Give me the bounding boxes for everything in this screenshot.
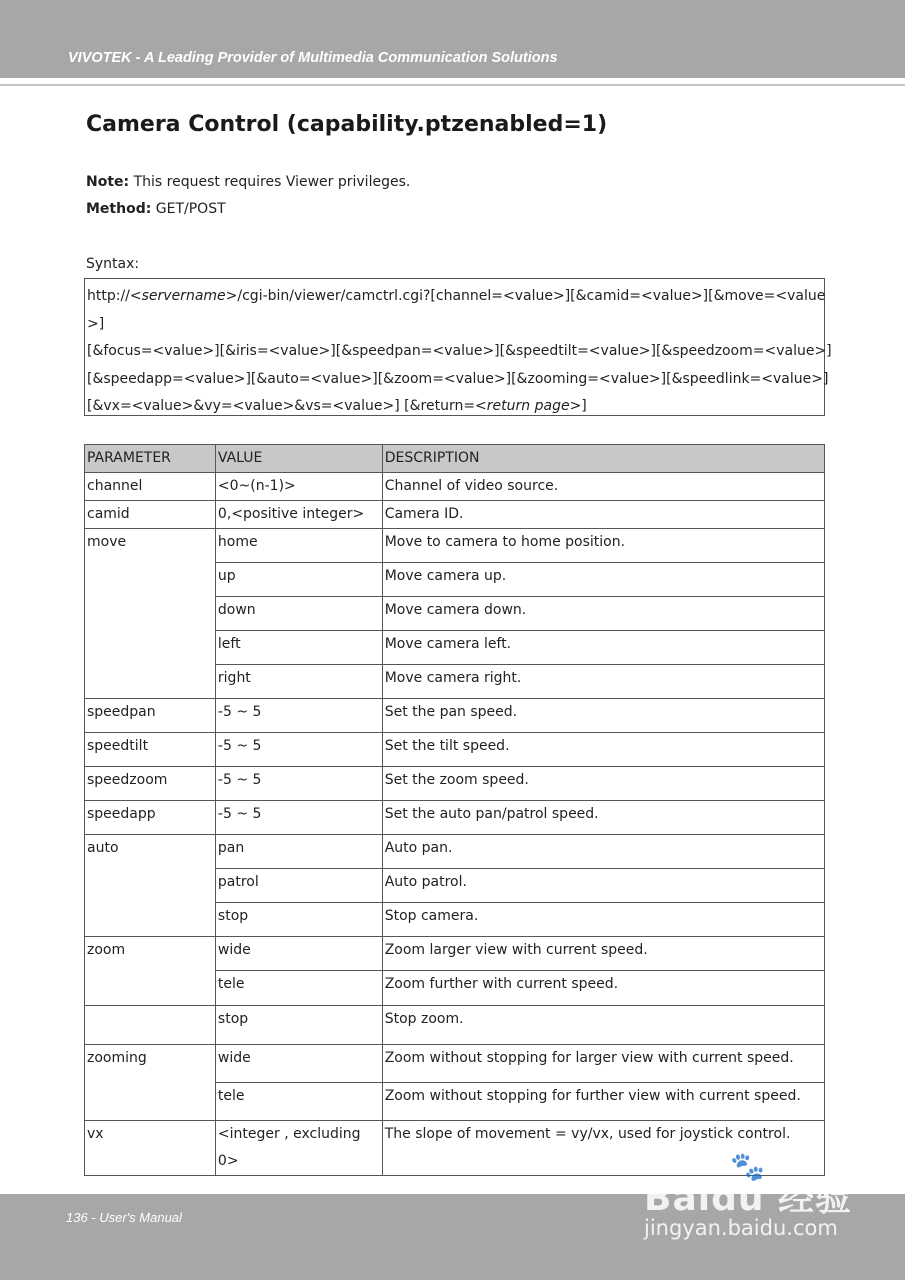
description-cell: Stop zoom. (382, 1006, 824, 1045)
param-cell: speedpan (85, 699, 216, 733)
table-row (85, 835, 825, 869)
method-text: GET/POST (151, 201, 226, 217)
table-row (85, 1045, 825, 1083)
table-row (85, 529, 825, 563)
param-cell: speedtilt (85, 733, 216, 767)
value-cell: 0,<positive integer> (215, 501, 382, 529)
table-row (85, 1006, 825, 1045)
value-cell: left (215, 631, 382, 665)
syntax-line-5 (87, 393, 822, 421)
table-row (85, 937, 825, 971)
value-cell: -5 ~ 5 (215, 801, 382, 835)
param-cell: zoom (85, 937, 216, 1006)
syntax-line-4: [&speedapp=<value>][&auto=<value>][&zoom=<value>][&zooming=<value>][&speedlink=<value>] (87, 370, 829, 387)
note-label: Note: (86, 174, 130, 190)
method-label: Method: (86, 201, 152, 217)
description-cell: Auto pan. (382, 835, 824, 869)
param-cell: channel (85, 473, 216, 501)
description-cell: Move camera down. (382, 597, 824, 631)
description-cell: Auto patrol. (382, 869, 824, 903)
value-cell: right (215, 665, 382, 699)
syntax-servername: servername (141, 288, 226, 304)
value-cell: down (215, 597, 382, 631)
param-cell (85, 1006, 216, 1045)
syntax-box (84, 278, 832, 416)
param-cell: speedapp (85, 801, 216, 835)
table-row (85, 501, 825, 529)
syntax-label: Syntax: (86, 256, 140, 272)
syntax-close: >] (569, 398, 587, 414)
value-cell: -5 ~ 5 (215, 699, 382, 733)
page-title: Camera Control (capability.ptzenabled=1) (86, 112, 608, 137)
paw-icon: 🐾 (730, 1150, 765, 1183)
description-cell: Camera ID. (382, 501, 824, 529)
syntax-vx-part: [&vx=<value>&vy=<value>&vs=<value>] [&return=< (87, 398, 487, 414)
value-cell: stop (215, 903, 382, 937)
param-cell: vx (85, 1121, 216, 1176)
param-cell: zooming (85, 1045, 216, 1121)
baidu-watermark (640, 1150, 870, 1250)
value-cell: tele (215, 1083, 382, 1121)
param-cell: speedzoom (85, 767, 216, 801)
param-cell: camid (85, 501, 216, 529)
description-cell: Set the tilt speed. (382, 733, 824, 767)
syntax-url-path: >/cgi-bin/viewer/camctrl.cgi?[channel=<value>][&camid=<value>][&move=<value (225, 288, 826, 304)
value-cell: <integer , excluding 0> (215, 1121, 382, 1176)
description-cell: Zoom further with current speed. (382, 971, 824, 1006)
table-row (85, 699, 825, 733)
syntax-line-3: [&focus=<value>][&iris=<value>][&speedpan=<value>][&speedtilt=<value>][&speedzoom=<value>] (87, 343, 832, 359)
description-cell: Set the auto pan/patrol speed. (382, 801, 824, 835)
description-cell: Channel of video source. (382, 473, 824, 501)
value-cell: tele (215, 971, 382, 1006)
watermark-brand: Baidu 经验 (644, 1178, 853, 1219)
header-value: VALUE (215, 445, 382, 473)
description-cell: Set the pan speed. (382, 699, 824, 733)
table-header-row (85, 445, 825, 473)
value-cell: home (215, 529, 382, 563)
description-cell: Zoom without stopping for larger view with current speed. (382, 1045, 824, 1083)
value-cell: stop (215, 1006, 382, 1045)
description-cell: Set the zoom speed. (382, 767, 824, 801)
value-cell: up (215, 563, 382, 597)
value-cell: -5 ~ 5 (215, 733, 382, 767)
header-divider (0, 84, 905, 86)
value-cell: -5 ~ 5 (215, 767, 382, 801)
syntax-line-1 (87, 283, 826, 311)
description-cell: Zoom without stopping for further view with current speed. (382, 1083, 824, 1121)
table-row (85, 801, 825, 835)
param-cell: move (85, 529, 216, 699)
description-cell: Move camera left. (382, 631, 824, 665)
description-cell: Zoom larger view with current speed. (382, 937, 824, 971)
table-row (85, 767, 825, 801)
value-cell: patrol (215, 869, 382, 903)
description-cell: Stop camera. (382, 903, 824, 937)
footer-page-label: 136 - User's Manual (66, 1210, 182, 1225)
note-text: This request requires Viewer privileges. (129, 174, 411, 190)
value-cell: <0~(n-1)> (215, 473, 382, 501)
description-cell: Move camera up. (382, 563, 824, 597)
header-description: DESCRIPTION (382, 445, 824, 473)
header-parameter: PARAMETER (85, 445, 216, 473)
parameter-table (84, 444, 825, 1176)
description-cell: Move camera right. (382, 665, 824, 699)
syntax-url-prefix: http://< (87, 288, 142, 304)
description-cell: Move to camera to home position. (382, 529, 824, 563)
note-line (86, 174, 410, 190)
method-line (86, 201, 226, 217)
table-row (85, 733, 825, 767)
syntax-return-page: return page (486, 398, 570, 414)
value-cell: pan (215, 835, 382, 869)
header-title: VIVOTEK - A Leading Provider of Multimedia Communication Solutions (68, 50, 558, 66)
value-cell: wide (215, 937, 382, 971)
watermark-url: jingyan.baidu.com (644, 1216, 838, 1240)
syntax-line-2: >] (87, 315, 105, 332)
param-cell: auto (85, 835, 216, 937)
value-cell: wide (215, 1045, 382, 1083)
table-row (85, 473, 825, 501)
description-cell: The slope of movement = vy/vx, used for joystick control. (382, 1121, 824, 1176)
header-bar (0, 0, 905, 78)
